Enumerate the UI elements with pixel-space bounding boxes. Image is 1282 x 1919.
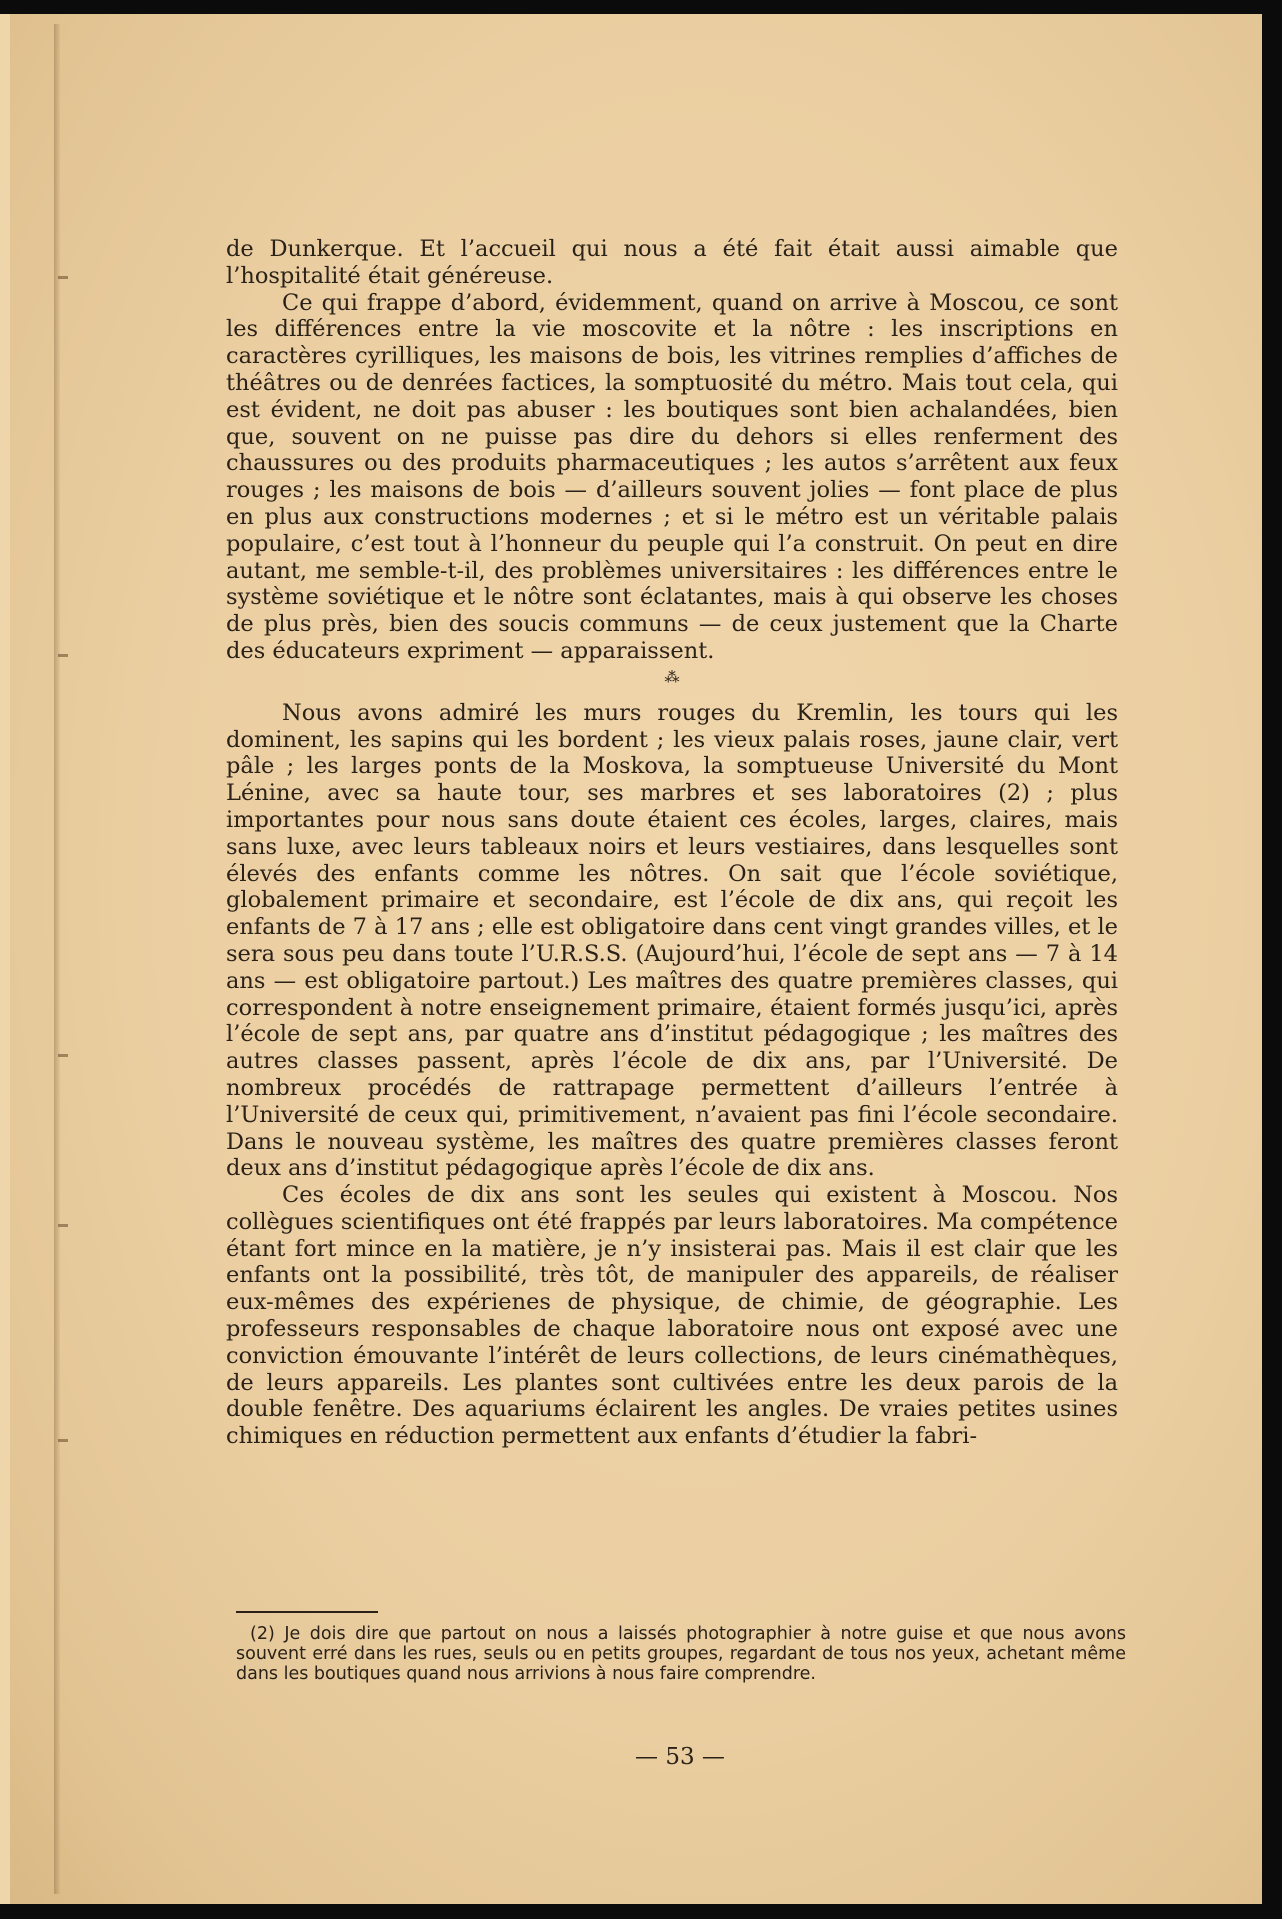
gutter-mark (58, 1224, 68, 1227)
body-text (226, 236, 1118, 1450)
book-page (0, 14, 1262, 1904)
binding-gutter (54, 24, 60, 1894)
paragraph-1: de Dunkerque. Et l’accueil qui nous a été fait était aussi aimable que l’hospitalité était généreuse. (226, 236, 1118, 289)
gutter-mark (58, 276, 68, 279)
footnote (236, 1624, 1126, 1684)
paragraph-3: Nous avons admiré les murs rouges du Kremlin, les tours qui les dominent, les sapins qui les bordent ; les vieux palais roses, jaune clair, vert pâle ; les larges ponts de la Moskova, la somptueuse Université du Mont Lénine, avec sa haute tour, ses marbres et ses laboratoires (2) ; plus importantes pour nous sans doute étaient ces écoles, larges, claires, mais sans luxe, avec leurs tableaux noirs et leurs vestiaires, dans lesquelles sont élevés des enfants comme les nôtres. On sait que l’école soviétique, globalement primaire et secondaire, est l’école de dix ans, qui reçoit les enfants de 7 à 17 ans ; elle est obligatoire dans cent vingt grandes villes, et le sera sous peu dans toute l’U.R.S.S. (Aujourd’hui, l’école de sept ans — 7 à 14 ans — est obligatoire partout.) Les maîtres des quatre premières classes, qui correspondent à notre enseignement primaire, étaient formés jusqu’ici, après l’école de sept ans, par quatre ans d’institut pédagogique ; les maîtres des autres classes passent, après l’école de dix ans, par l’Université. De nombreux procédés de rattrapage permettent d’ailleurs l’entrée à l’Université de ceux qui, primitivement, n’avaient pas fini l’école secondaire. Dans le nouveau système, les maîtres des quatre premières classes feront deux ans d’institut pédagogique après l’école de dix ans. (226, 699, 1118, 1182)
section-separator: ⁂ (664, 667, 680, 686)
page-number: — 53 — (635, 1744, 725, 1770)
footnote-rule (236, 1611, 378, 1613)
gutter-mark (58, 1439, 68, 1442)
paragraph-2: Ce qui frappe d’abord, évidemment, quand on arrive à Moscou, ce sont les différences entre la vie moscovite et la nôtre : les inscriptions en caractères cyrilliques, les maisons de bois, les vitrines remplies d’affiches de théâtres ou de denrées factices, la somptuosité du métro. Mais tout cela, qui est évident, ne doit pas abuser : les boutiques sont bien achalandées, bien que, souvent on ne puisse pas dire du dehors si elles renferment des chaussures ou des produits pharmaceutiques ; les autos s’arrêtent aux feux rouges ; les maisons de bois — d’ailleurs souvent jolies — font place de plus en plus aux constructions modernes ; et si le métro est un véritable palais populaire, c’est tout à l’honneur du peuple qui l’a construit. On peut en dire autant, me semble-t-il, des problèmes universitaires : les différences entre le système soviétique et le nôtre sont éclatantes, mais à qui observe les choses de plus près, bien des soucis communs — de ceux justement que la Charte des éducateurs expriment — apparaissent. (226, 289, 1118, 664)
gutter-mark (58, 654, 68, 657)
gutter-mark (58, 1054, 68, 1057)
footnote-text: (2) Je dois dire que partout on nous a laissés photographier à notre guise et que nous avons souvent erré dans les rues, seuls ou en petits groupes, regardant de tous nos yeux, achetant même dans les boutiques quand nous arrivions à nous faire comprendre. (236, 1624, 1126, 1684)
paragraph-4: Ces écoles de dix ans sont les seules qui existent à Moscou. Nos collègues scientifiques ont été frappés par leurs laboratoires. Ma compétence étant fort mince en la matière, je n’y insisterai pas. Mais il est clair que les enfants ont la possibilité, très tôt, de manipuler des appareils, de réaliser eux-mêmes des expérienes de physique, de chimie, de géographie. Les professeurs responsables de chaque laboratoire nous ont exposé avec une conviction émouvante l’intérêt de leurs collections, de leurs cinémathèques, de leurs appareils. Les plantes sont cultivées entre les deux parois de la double fenêtre. Des aquariums éclairent les angles. De vraies petites usines chimiques en réduction permettent aux enfants d’étudier la fabri- (226, 1182, 1118, 1450)
